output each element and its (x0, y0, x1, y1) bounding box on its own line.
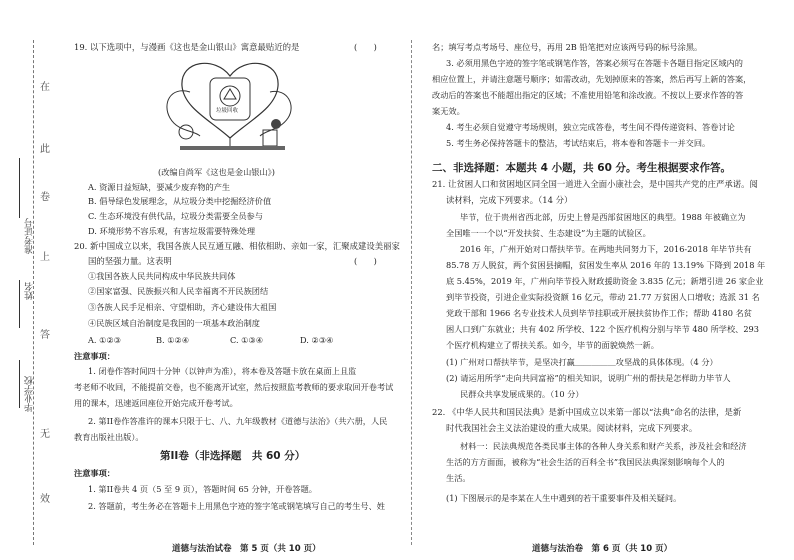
cartoon-caption: (改编自尚军《这也是金山银山》) (158, 167, 275, 177)
q19-option-d: D. 环境形势不容乐观，有害垃圾需要特殊处理 (88, 226, 256, 236)
question-22-line: 22. 《中华人民共和国民法典》是新中国成立以来第一部以“法典”命名的法律，是新 (432, 407, 742, 417)
material-3-line: 生活的方方面面，被称为“社会生活的百科全书”我国民法典深刻影响每个人的 (446, 457, 725, 467)
q19-option-b: B. 倡导绿色发展理念，从垃圾分类中挖掘经济价值 (88, 196, 272, 206)
notice-1-line: 1. 闭卷作答时间四十分钟（以钟声为准），将本卷及答题卡放在桌面上且监 (88, 366, 357, 376)
part2-note-2: 2. 答题前，考生务必在答题卡上用黑色字迹的签字笔或钢笔填写自己的考生号、姓 (88, 501, 385, 511)
notice-cont-line: 案无效。 (432, 106, 465, 116)
notice-cont-line: 相应位置上，并请注意题号顺序；如需改动，先划掉原来的答案，然后再写上新的答案， (432, 74, 752, 84)
notice-title: 注意事项： (74, 351, 115, 361)
question-19: 19. 以下选项中，与漫画《这也是金山银山》寓意最贴近的是 (74, 42, 300, 52)
question-20-line1: 20. 新中国成立以来，我国各族人民互通互融、相依相助、亲如一家，汇聚成建设美丽家 (74, 241, 400, 251)
question-21-line: 21. 让贫困人口和贫困地区同全国一道进入全面小康社会，是中国共产党的庄严承诺。阅 (432, 179, 758, 189)
material-3-line: 生活。 (446, 473, 471, 483)
q20-choice-c: C. ①③④ (230, 335, 264, 345)
left-page-footer: 道德与法治试卷 第 5 页（共 10 页） (172, 544, 321, 554)
page-divider (411, 40, 412, 545)
material-2-line: 2016 年，广州开始对口帮扶毕节。在两地共同努力下，2016-2018 年毕节共有 (460, 244, 752, 254)
q20-choice-d: D. ②③④ (300, 335, 334, 345)
notice-cont-line: 3. 必须用黑色字迹的签字笔或钢笔作答，答案必须写在答题卡各题目指定区域内的 (446, 58, 743, 68)
notice-cont-line: 4. 考生必须自觉遵守考场规则，独立完成答卷，考生间不得传递资料、答卷讨论 (446, 122, 735, 132)
question-22-line: 时代我国社会主义法治建设的重大成果。阅读材料，完成下列要求。 (446, 423, 698, 433)
section-2-title: 二、非选择题：本题共 4 小题，共 60 分。考生根据要求作答。 (432, 162, 732, 174)
margin-char: 效 (40, 494, 50, 505)
school-underline (19, 360, 20, 408)
notice-cont-line: 改动后的答案也不能超出指定的区域；不准使用铅笔和涂改液。不按以上要求作答的答 (432, 90, 744, 100)
material-2-line: 党政干部和 1966 名专业技术人员到毕节挂职或开展扶贫协作工作；帮助 4180 名贫 (446, 308, 752, 318)
q20-item-3: ③各族人民手足相亲、守望相助，齐心建设伟大祖国 (88, 302, 277, 312)
right-page-footer: 道德与法治卷 第 6 页（共 10 页） (532, 544, 673, 554)
material-3-line: 材料一：民法典规范各类民事主体的各种人身关系和财产关系，涉及社会和经济 (460, 441, 747, 451)
name-underline (19, 280, 20, 328)
margin-char: 此 (40, 144, 50, 155)
margin-char: 在 (40, 82, 50, 93)
question-20-line2: 国的坚强力量。这表明 (88, 256, 172, 266)
part2-note-1: 1. 第II卷共 4 页（5 至 9 页），答题时间 65 分钟，开卷答题。 (88, 484, 317, 494)
sub-question-1: (1) 广州对口帮扶毕节，是坚决打赢＿＿＿＿＿攻坚战的具体体现。（4 分） (446, 357, 718, 367)
part-2-title: 第II卷（非选择题 共 60 分） (160, 450, 306, 462)
material-2-line: 85.78 万人脱贫，两个贫困县摘帽，贫困发生率从 2016 年的 13.19% 下降到 2018 年 (446, 260, 766, 270)
sub-question-2-line: 民群众共享发展成果的。（10 分） (460, 389, 584, 399)
q20-item-4: ④民族区域自治制度是我国的一项基本政治制度 (88, 318, 260, 328)
answer-paren: ( ) (354, 42, 377, 52)
margin-char: 答 (40, 330, 50, 341)
question-21-line: 读材料，完成下列要求。（14 分） (446, 195, 573, 205)
q20-item-1: ①我国各族人民共同构成中华民族共同体 (88, 271, 236, 281)
notice-2-line: 教育出版社出版）。 (74, 432, 144, 442)
exam-no-underline (19, 158, 20, 218)
material-2-line: 到毕节投资，引进企业实际投资额 16 亿元，带动 21.77 万贫困人口增收；选派 31 名 (446, 292, 760, 302)
sub-question-3: (1) 下图展示的是李某在人生中遇到的若干重要事件及相关疑问。 (446, 493, 682, 503)
margin-char: 上 (40, 252, 50, 263)
q19-option-c: C. 生态环境没有供代品，垃圾分类需要全员参与 (88, 211, 263, 221)
material-2-line: 个医疗机构建立了帮扶关系。如今，毕节的面貌焕然一新。 (446, 340, 659, 350)
cartoon-illustration (160, 58, 300, 163)
notice-cont-line: 名；填写考点考场号、座位号，再用 2B 铅笔把对应该两号码的标号涂黑。 (432, 42, 703, 52)
notice-cont-line: 5. 考生务必保持答题卡的整洁，考试结束后，将本卷和答题卡一并交回。 (446, 138, 711, 148)
notice-1-line: 考老师不收回，不能提前交卷，也不能离开试室，然后按照监考教师的要求取回开卷考试 (74, 382, 394, 392)
notice-1-line: 用的课本，迅速返回座位开始完成开卷考试。 (74, 398, 238, 408)
margin-char: 无 (40, 429, 50, 440)
material-1-line: 毕节，位于贵州省西北部，历史上曾是西部贫困地区的典型。1988 年被确立为 (460, 212, 746, 222)
school-label: 毕业学校 (25, 376, 35, 412)
material-2-line: 底 5.45%，2019 年，广州向毕节投入财政援助资金 3.835 亿元；新增引进 26 家企业 (446, 276, 764, 286)
margin-char: 卷 (40, 192, 50, 203)
material-2-line: 困人口到广东就业；共有 402 所学校、122 个医疗机构分别与毕节 480 所学校、293 (446, 324, 759, 334)
name-label: 姓名 (25, 282, 35, 300)
answer-paren: ( ) (354, 256, 377, 266)
material-1-line: 全国唯一一个以“开发扶贫、生态建设”为主题的试验区。 (446, 228, 651, 238)
cartoon-sign-text: 垃圾回收 (216, 108, 239, 114)
notice-2-line: 2. 第II卷作答准许的课本只限于七、八、九年级教材《道德与法治》（共六册，人民 (88, 416, 388, 426)
sub-question-2-line: (2) 请运用所学“走向共同富裕”的相关知识，说明广州的帮扶是怎样助力毕节人 (446, 373, 731, 383)
q20-item-2: ②国家富强、民族振兴和人民幸福离不开民族团结 (88, 286, 269, 296)
q19-option-a: A. 资源日益短缺，要减少废弃物的产生 (88, 182, 231, 192)
exam-no-label: 准考证号 (25, 218, 35, 254)
notice-title-2: 注意事项： (74, 468, 115, 478)
q20-choice-b: B. ①②④ (156, 335, 190, 345)
q20-choice-a: A. ①②③ (88, 335, 122, 345)
